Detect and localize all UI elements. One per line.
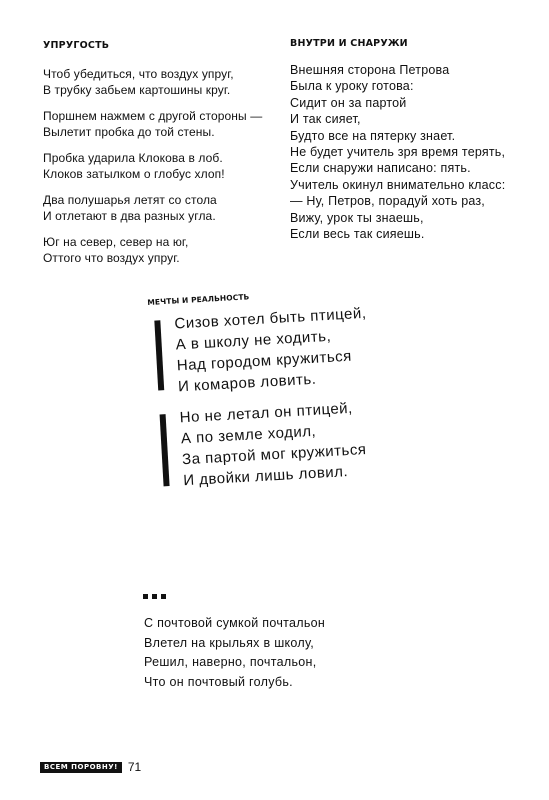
stanza-bar <box>154 320 164 390</box>
poem-elasticity <box>43 40 283 276</box>
footer-section-label: ВСЕМ ПОРОВНУ! <box>40 762 122 773</box>
poem-line: Не будет учитель зря время терять, <box>290 145 506 160</box>
stanza <box>43 234 283 266</box>
poem-line: Что он почтовый голубь. <box>144 674 293 689</box>
poem-line: Вижу, урок ты знаешь, <box>290 210 424 225</box>
poem-line: За партой мог кружиться <box>181 441 367 469</box>
poem-line: — Ну, Петров, порадуй хоть раз, <box>290 194 485 209</box>
poem-title: УПРУГОСТЬ <box>43 40 110 51</box>
poem-line: Вылетит пробка до той стены. <box>43 125 215 139</box>
stanza <box>148 299 442 399</box>
stanza <box>153 393 447 493</box>
poem-title: ВНУТРИ И СНАРУЖИ <box>290 38 408 49</box>
poem-dreams <box>147 281 448 503</box>
poem-line: И двойки лишь ловил. <box>182 463 349 490</box>
poem-line: Внешняя сторона Петрова <box>290 63 450 77</box>
stanza-bar <box>160 414 170 486</box>
poem-line: Юг на север, север на юг, <box>43 235 189 249</box>
poem-line: И отлетают в два разных угла. <box>43 209 216 223</box>
poem-line: Если весь так сияешь. <box>290 227 425 242</box>
poem-line: И комаров ловить. <box>177 370 317 396</box>
poem-line: Чтоб убедиться, что воздух упруг, <box>43 67 234 81</box>
poem-line: Будто все на пятерку знает. <box>290 128 456 143</box>
poem-line: А в школу не ходить, <box>175 327 332 354</box>
poem-line: Сидит он за партой <box>290 95 407 110</box>
poem-line: Два полушарья летят со стола <box>43 193 217 207</box>
poem-line: Была к уроку готова: <box>290 79 414 94</box>
poem-line: Сизов хотел быть птицей, <box>174 304 367 333</box>
poem-line: Влетел на крыльях в школу, <box>144 635 315 650</box>
poem-line: Над городом кружиться <box>176 347 353 375</box>
dot-icon <box>143 594 148 599</box>
stanza <box>43 66 283 98</box>
poem-line: Учитель окинул внимательно класс: <box>290 177 506 192</box>
poem-line: Поршнем нажмем с другой стороны — <box>43 109 263 123</box>
poem-line: С почтовой сумкой почтальон <box>144 616 326 630</box>
poem-line: И так сияет, <box>290 112 361 127</box>
poem-line: Но не летал он птицей, <box>179 399 354 427</box>
poem-title: МЕЧТЫ И РЕАЛЬНОСТЬ <box>147 292 250 307</box>
dot-icon <box>161 594 166 599</box>
page-number: 71 <box>127 760 142 774</box>
poem-postman <box>144 614 424 692</box>
dot-icon <box>152 594 157 599</box>
stanza <box>43 108 283 140</box>
poem-line: А по земле ходил, <box>180 422 317 448</box>
poem-line: Клоков затылком о глобус хлоп! <box>43 167 225 181</box>
stanza <box>43 150 283 182</box>
poem-line: В трубку забьем картошины круг. <box>43 83 231 97</box>
page-footer <box>40 761 141 773</box>
poem-inside-outside <box>290 38 540 242</box>
poem-line: Пробка ударила Клокова в лоб. <box>43 151 223 165</box>
poem-line: Оттого что воздух упруг. <box>43 251 180 265</box>
stanza <box>43 192 283 224</box>
poem-line: Если снаружи написано: пять. <box>290 161 471 176</box>
section-separator-dots <box>143 586 170 592</box>
poem-line: Решил, наверно, почтальон, <box>144 655 317 669</box>
